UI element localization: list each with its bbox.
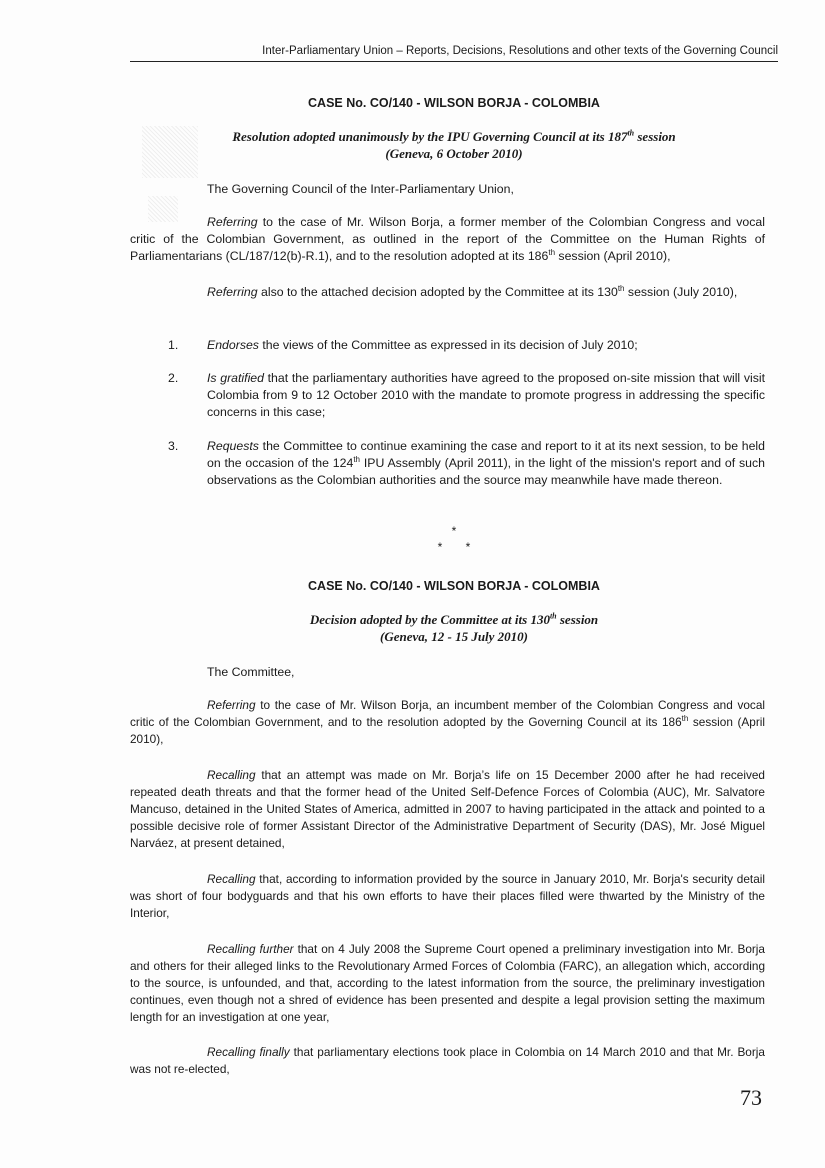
decision-title-line2: (Geneva, 12 - 15 July 2010): [379, 629, 529, 644]
decision-paragraph: Recalling finally that parliamentary elections took place in Colombia on 14 March 2010 and that Mr. Borja was not re-elected,: [130, 1045, 765, 1076]
decision-title-line1: Decision adopted by the Committee at its 130th session: [309, 611, 599, 627]
resolution-title-line1: Resolution adopted unanimously by the IPU Governing Council at its 187th session: [232, 128, 676, 144]
resolution-paragraph: Referring also to the attached decision adopted by the Committee at its 130th session (July 2010),: [207, 283, 738, 299]
decision-title: [130, 611, 778, 645]
page-number: 73: [740, 1085, 762, 1110]
decision-paragraph: Referring to the case of Mr. Wilson Borja, an incumbent member of the Colombian Congress and vocal critic of the Colombian Government, and to the resolution adopted by the Governing Council at its 186th session (April 2010),: [130, 698, 765, 746]
decision-paragraph: Recalling that an attempt was made on Mr. Borja’s life on 15 December 2000 after he had received repeated death threats and that the former head of the United Self-Defence Forces of Colombia (AUC), Mr. Salvatore Mancuso, detained in the United States of America, admitted in 2007 to having participated in the attack and pointed to a possible decisive role of former Assistant Director of the Administrative Department of Security (DAS), Mr. José Miguel Narváez, at present detained,: [130, 768, 765, 850]
decision-paragraph: Recalling that, according to information provided by the source in January 2010, Mr. Borja's security detail was short of four bodyguards and that his own efforts to have their places filled were thwarted by the Ministry of the Interior,: [130, 872, 765, 920]
decision-paragraph: Recalling further that on 4 July 2008 the Supreme Court opened a preliminary investigation into Mr. Borja and others for their alleged links to the Revolutionary Armed Forces of Colombia (FARC), an allegation which, according to the source, is unfounded, and that, according to the latest information from the source, the preliminary investigation continues, even though not a shred of evidence has been presented and despite a legal provision setting the maximum length for an investigation at one year,: [130, 942, 765, 1024]
resolution-title: [130, 128, 778, 162]
decision-opening: The Committee,: [207, 665, 295, 679]
resolution-opening: The Governing Council of the Inter-Parliamentary Union,: [207, 182, 514, 196]
separator-star: *: [451, 524, 457, 538]
running-head: Inter-Parliamentary Union – Reports, Decisions, Resolutions and other texts of the Governing Council: [262, 45, 778, 57]
decision-case-heading: CASE No. CO/140 - WILSON BORJA - COLOMBIA: [308, 579, 600, 593]
header-rule: [130, 61, 778, 62]
document-page: Inter-Parliamentary Union – Reports, Decisions, Resolutions and other texts of the Governing Council CASE No. CO/140 - WILSON BORJA - COLOMBIA Resolution adopted unanimously by the IPU Governing Council at its 187th session (Geneva, 6 October 2010) The Governing Council of the Inter-Parliamentary Union, Referring to the case of Mr. Wilson Borja, a former member of the Colombian Congress and vocal critic of the Colombian Government, as outlined in the report of the Committee on the Human Rights of Parliamentarians (CL/187/12(b)-R.1), and to the resolution adopted at its 186th session (April 2010), Referring also to the attached decision adopted by the Committee at its 130th session (July 2010), 1. Endorses the views of the Committee as expressed in its decision of July 2010; 2. Is gratified that the parliamentary authorities have agreed to the proposed on-site mission that will visit Colombia from 9 to 12 October 2010 with the mandate to promote progress in addressing the specific concerns in this case; 3. Requests the Committee to continue examining the case and report to it at its next session, to be held on the occasion of the 124th IPU Assembly (April 2011), in the light of the mission's report and of such observations as the Colombian authorities and the source may meanwhile have made thereon. * * * CASE No. CO/140 - WILSON BORJA - COLOMBIA Decision adopted by the Committee at its 130th session (Geneva, 12 - 15 July 2010) The Committee, Referring to the case of Mr. Wilson Borja, an incumbent member of the Colombian Congress and vocal critic of the Colombian Government, and to the resolution adopted by the Governing Council at its 186th session (April 2010), Recalling that an attempt was made on Mr. Borja’s life on 15 December 2000 after he had received repeated death threats and that the former head of the United Self-Defence Forces of Colombia (AUC), Mr. Salvatore Mancuso, detained in the United States of America, admitted in 2007 to having participated in the attack and pointed to a possible decisive role of former Assistant Director of the Administrative Department of Security (DAS), Mr. José Miguel Narváez, at present detained, Recalling that, according to information provided by the source in January 2010, Mr. Borja's security detail was short of four bodyguards and that his own efforts to have their places filled were thwarted by the Ministry of the Interior, Recalling further that on 4 July 2008 the Supreme Court opened a preliminary investigation into Mr. Borja and others for their alleged links to the Revolutionary Armed Forces of Colombia (FARC), an allegation which, according to the source, is unfounded, and that, according to the latest information from the source, the preliminary investigation continues, even though not a shred of evidence has been presented and despite a legal provision setting the maximum length for an investigation at one year, Recalling finally that parliamentary elections took place in Colombia on 14 March 2010 and that Mr. Borja was not re-elected, 73: [0, 0, 825, 1168]
separator-stars: * *: [437, 540, 471, 554]
resolution-paragraph: Referring to the case of Mr. Wilson Borja, a former member of the Colombian Congress and vocal critic of the Colombian Government, as outlined in the report of the Committee on the Human Rights of Parliamentarians (CL/187/12(b)-R.1), and to the resolution adopted at its 186th session (April 2010),: [130, 215, 765, 263]
resolution-title-line2: (Geneva, 6 October 2010): [385, 146, 523, 161]
resolution-case-heading: CASE No. CO/140 - WILSON BORJA - COLOMBIA: [308, 96, 600, 110]
